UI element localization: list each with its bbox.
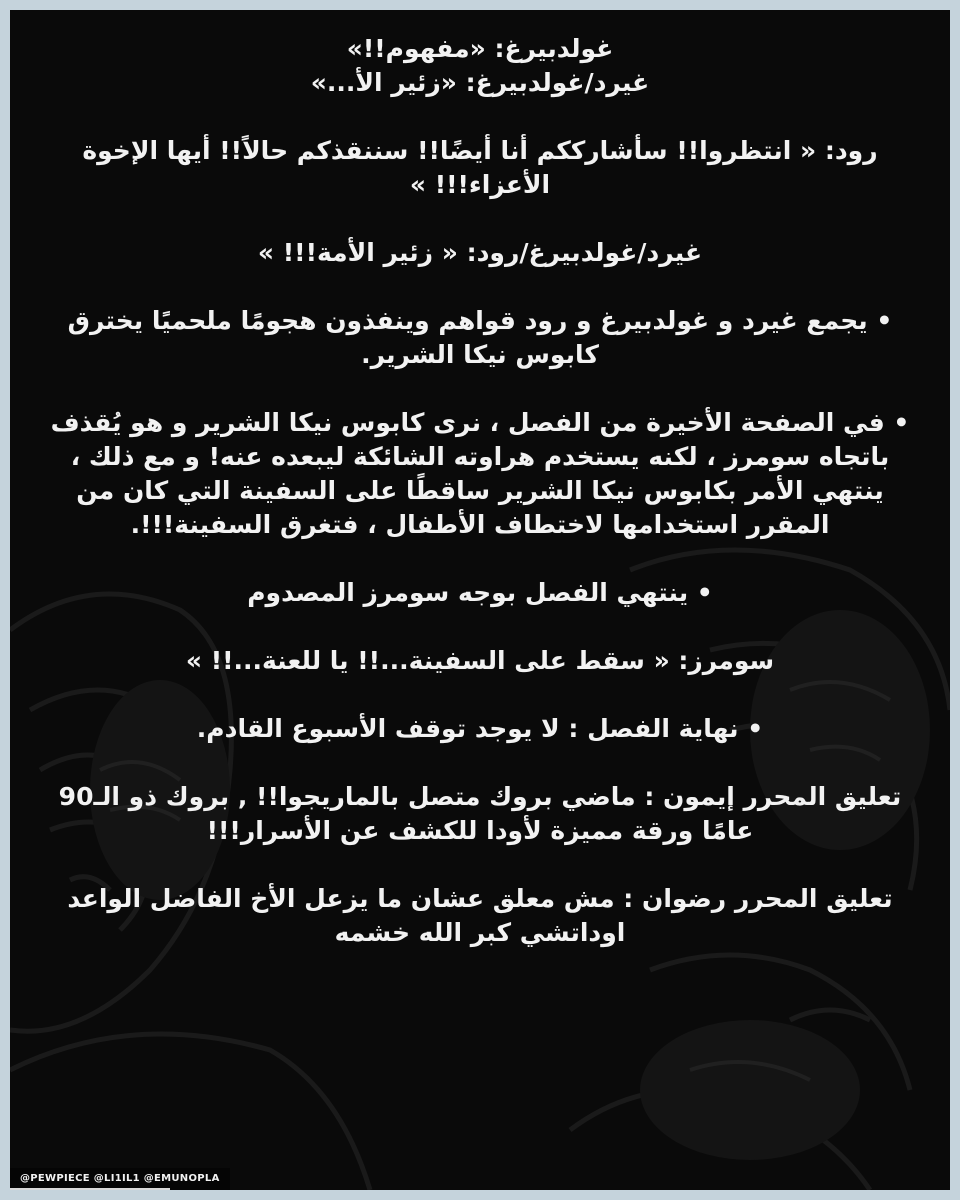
editor-comment-radwan: تعليق المحرر رضوان : مش معلق عشان ما يزعل الأخ الفاضل الواعد اوداتشي كبر الله خشمه (67, 884, 893, 947)
editor-comment-emun: تعليق المحرر إيمون : ماضي بروك متصل بالماريجوا!! , بروك ذو الـ90 عامًا ورقة مميزة لأودا للكشف عن الأسرار!!! (58, 782, 902, 845)
dialogue-somers: سومرز: « سقط على السفينة...!! يا للعنة...!! » (185, 646, 775, 675)
article-text (50, 32, 910, 950)
credits-underline (10, 1188, 170, 1190)
dialogue-gerd-goldberg: غيرد/غولدبيرغ: «زئير الأ...» (310, 68, 650, 97)
summary-attack: • يجمع غيرد و غولدبيرغ و رود قواهم وينفذون هجومًا ملحميًا يخترق كابوس نيكا الشرير. (67, 306, 893, 369)
page-frame (10, 10, 950, 1190)
credits-watermark: @PEWPIECE @LI1IL1 @EMUNOPLA (10, 1168, 230, 1190)
summary-chapter-end: • ينتهي الفصل بوجه سومرز المصدوم (247, 578, 713, 607)
chapter-end-note: • نهاية الفصل : لا يوجد توقف الأسبوع القادم. (196, 714, 764, 743)
dialogue-goldberg: غولدبيرغ: «مفهوم!!» (346, 34, 614, 63)
dialogue-road: رود: « انتظروا!! سأشارككم أنا أيضًا!! سننقذكم حالاً!! أيها الإخوة الأعزاء!!! » (82, 136, 878, 199)
dialogue-gerd-goldberg-road: غيرد/غولدبيرغ/رود: « زئير الأمة!!! » (257, 238, 703, 267)
summary-final-page: • في الصفحة الأخيرة من الفصل ، نرى كابوس نيكا الشرير و هو يُقذف باتجاه سومرز ، لكنه يستخدم هراوته الشائكة ليبعده عنه! و مع ذلك ، ينتهي الأمر بكابوس نيكا الشرير ساقطًا على السفينة التي كان من المقرر استخدامها لاختطاف الأطفال ، فتغرق السفينة!!!. (50, 408, 910, 539)
